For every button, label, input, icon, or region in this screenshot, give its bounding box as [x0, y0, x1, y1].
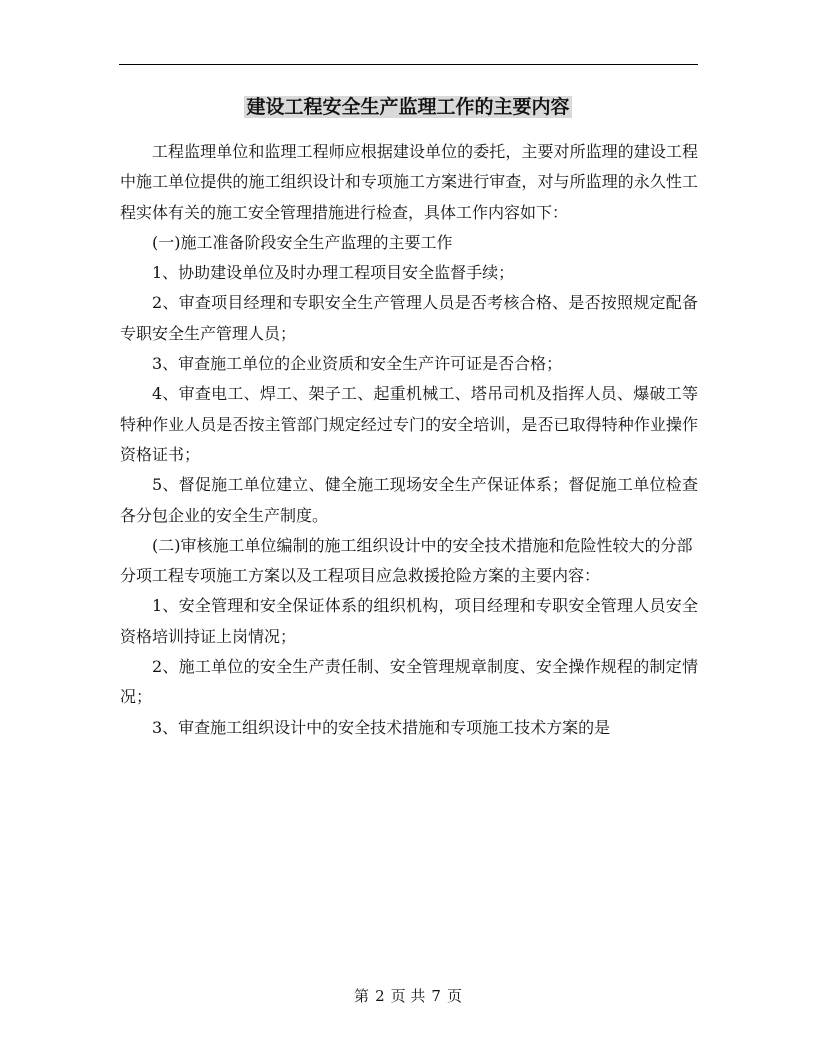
- document-body: [120, 137, 698, 743]
- page-number: 2: [375, 987, 385, 1005]
- paragraph-item: 2、审查项目经理和专职安全生产管理人员是否考核合格、是否按照规定配备专职安全生产管理人员；: [120, 293, 698, 343]
- footer-suffix: 页: [446, 987, 462, 1005]
- document-title-text: 建设工程安全生产监理工作的主要内容: [246, 96, 570, 118]
- paragraph-item: 4、审查电工、焊工、架子工、起重机械工、塔吊司机及指挥人员、爆破工等特种作业人员是否按主管部门规定经过专门的安全培训，是否已取得特种作业操作资格证书；: [120, 384, 698, 464]
- footer-middle: 页 共: [390, 987, 426, 1005]
- page-footer: [0, 985, 816, 1007]
- paragraph-item: 3、审查施工单位的企业资质和安全生产许可证是否合格；: [152, 354, 563, 374]
- paragraph-item: 2、施工单位的安全生产责任制、安全管理规章制度、安全操作规程的制定情况；: [120, 657, 698, 707]
- paragraph-item: 3、审查施工组织设计中的安全技术措施和专项施工技术方案的是: [152, 717, 611, 737]
- paragraph-item: 1、安全管理和安全保证体系的组织机构，项目经理和专职安全管理人员安全资格培训持证上岗情况；: [120, 596, 698, 646]
- section-heading-1: (一)施工准备阶段安全生产监理的主要工作: [152, 232, 453, 252]
- total-pages: 7: [431, 987, 441, 1005]
- paragraph-item: 5、督促施工单位建立、健全施工现场安全生产保证体系；督促施工单位检查各分包企业的安全生产制度。: [120, 475, 698, 525]
- paragraph-intro: 工程监理单位和监理工程师应根据建设单位的委托，主要对所监理的建设工程中施工单位提供的施工组织设计和专项施工方案进行审查，对与所监理的永久性工程实体有关的施工安全管理措施进行检查，具体工作内容如下：: [120, 142, 698, 222]
- document-title: [0, 93, 816, 121]
- paragraph-item: 1、协助建设单位及时办理工程项目安全监督手续；: [152, 263, 515, 283]
- header-rule: [119, 64, 698, 65]
- section-heading-2: (二)审核施工单位编制的施工组织设计中的安全技术措施和危险性较大的分部分项工程专项施工方案以及工程项目应急救援抢险方案的主要内容：: [120, 535, 693, 586]
- footer-prefix: 第: [354, 987, 370, 1005]
